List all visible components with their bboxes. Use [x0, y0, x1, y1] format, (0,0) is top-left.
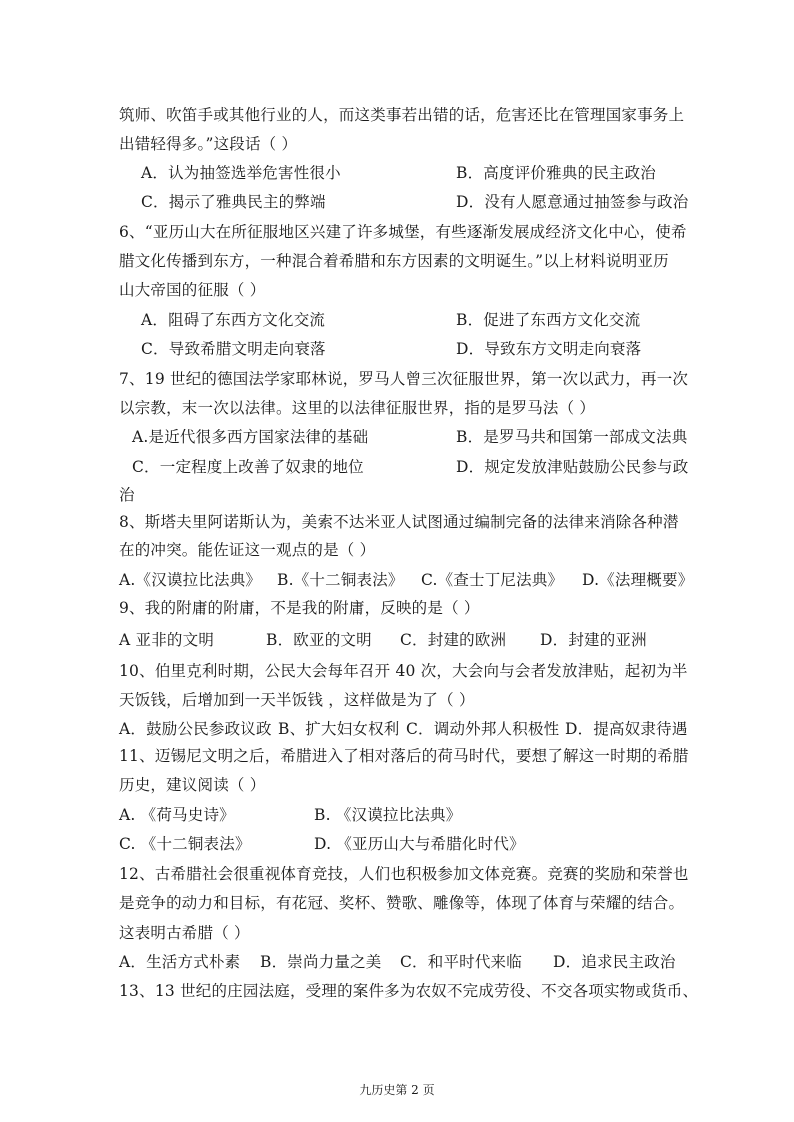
q8-text-line-1: 8、斯塔夫里阿诺斯认为，美索不达米亚人试图通过编制完备的法律来消除各种潜 — [119, 513, 679, 531]
q8-option-c: C.《查士丁尼法典》 — [421, 571, 564, 589]
q9-option-a: A 亚非的文明 — [119, 631, 215, 649]
q5-text-line-1: 筑师、吹笛手或其他行业的人，而这类事若出错的话，危害还比在管理国家事务上 — [119, 106, 685, 124]
q12-text-line-2: 是竞争的动力和目标，有花冠、奖杯、赞歌、雕像等，体现了体育与荣耀的结合。 — [119, 894, 685, 912]
q10-text-line-2: 天饭钱，后增加到一天半饭钱 ，这样做是为了（ ） — [119, 691, 475, 709]
q12-option-d: D．追求民主政治 — [553, 953, 676, 971]
q9-option-b: B．欧亚的文明 — [266, 631, 372, 649]
q6-text-line-2: 腊文化传播到东方，一种混合着希腊和东方因素的文明诞生。”以上材料说明亚历 — [119, 252, 669, 270]
q11-option-c: C. 《十二铜表法》 — [119, 835, 251, 853]
q7-option-a: A.是近代很多西方国家法律的基础 — [132, 428, 369, 446]
q8-option-d: D.《法理概要》 — [582, 571, 694, 589]
q10-text-line-1: 10、伯里克利时期，公民大会每年召开 40 次，大会向与会者发放津贴，起初为半 — [119, 662, 688, 680]
q5-option-d: D．没有人愿意通过抽签参与政治 — [456, 193, 689, 211]
q12-option-c: C．和平时代来临 — [400, 953, 522, 971]
q11-text-line-1: 11、迈锡尼文明之后，希腊进入了相对落后的荷马时代，要想了解这一时期的希腊 — [119, 747, 689, 765]
q11-option-d: D. 《亚历山大与希腊化时代》 — [314, 835, 525, 853]
q12-option-a: A．生活方式朴素 — [119, 953, 241, 971]
q5-option-c: C．揭示了雅典民主的弊端 — [141, 193, 326, 211]
q8-option-b: B.《十二铜表法》 — [277, 571, 404, 589]
q7-option-b: B．是罗马共和国第一部成文法典 — [456, 428, 688, 446]
q6-text-line-1: 6、“亚历山大在所征服地区兴建了许多城堡，有些逐渐发展成经济文化中心，使希 — [119, 223, 687, 241]
q10-option-d: D．提高奴隶待遇 — [565, 720, 688, 738]
q6-option-d: D．导致东方文明走向衰落 — [456, 340, 642, 358]
q10-option-a: A．鼓励公民参政议政 — [119, 720, 272, 738]
q13-text-line-1: 13、13 世纪的庄园法庭，受理的案件多为农奴不完成劳役、不交各项实物或货币、 — [119, 982, 699, 1000]
q10-option-b: B、扩大妇女权利 — [278, 720, 400, 738]
q6-option-c: C．导致希腊文明走向衰落 — [141, 340, 326, 358]
q7-option-d-wrap: 治 — [119, 486, 135, 504]
q7-text-line-1: 7、19 世纪的德国法学家耶林说，罗马人曾三次征服世界，第一次以武力，再一次 — [119, 370, 689, 388]
q5-text-line-2: 出错轻得多。”这段话（ ） — [119, 135, 298, 153]
q11-option-b: B. 《汉谟拉比法典》 — [314, 806, 462, 824]
q9-option-d: D．封建的亚洲 — [540, 631, 647, 649]
q6-option-b: B．促进了东西方文化交流 — [456, 311, 641, 329]
page-footer: 九历史第 2 页 — [359, 1083, 435, 1097]
q10-option-c: C．调动外邦人积极性 — [406, 720, 560, 738]
q9-text-line-1: 9、我的附庸的附庸，不是我的附庸，反映的是（ ） — [119, 599, 480, 617]
q12-text-line-1: 12、古希腊社会很重视体育竞技，人们也积极参加文体竞赛。竞赛的奖励和荣誉也 — [119, 865, 689, 883]
q7-option-d: D．规定发放津贴鼓励公民参与政 — [456, 458, 689, 476]
q12-option-b: B．崇尚力量之美 — [260, 953, 382, 971]
q6-option-a: A．阻碍了东西方文化交流 — [141, 311, 326, 329]
q8-option-a: A.《汉谟拉比法典》 — [119, 571, 262, 589]
q11-text-line-2: 历史，建议阅读（ ） — [119, 776, 266, 794]
q12-text-line-3: 这表明古希腊（ ） — [119, 924, 250, 942]
q9-option-c: C．封建的欧洲 — [400, 631, 507, 649]
q5-option-a: A．认为抽签选举危害性很小 — [141, 164, 341, 182]
q8-text-line-2: 在的冲突。能佐证这一观点的是（ ） — [119, 541, 376, 559]
q7-text-line-2: 以宗教，末一次以法律。这里的以法律征服世界，指的是罗马法（ ） — [119, 399, 596, 417]
q6-text-line-3: 山大帝国的征服（ ） — [119, 281, 266, 299]
q7-option-c: C．一定程度上改善了奴隶的地位 — [132, 458, 364, 476]
q5-option-b: B．高度评价雅典的民主政治 — [456, 164, 656, 182]
q11-option-a: A. 《荷马史诗》 — [119, 806, 235, 824]
